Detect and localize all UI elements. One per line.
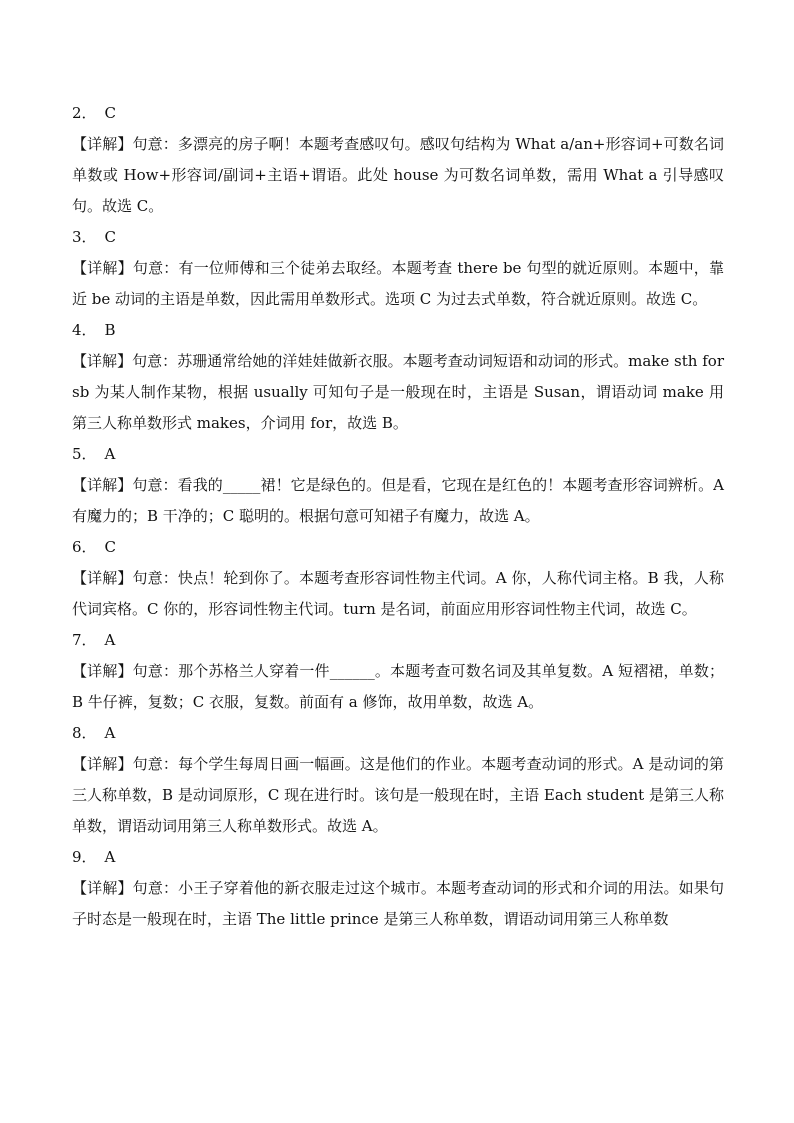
answer-choice: A — [104, 724, 116, 742]
question-number: 3． — [72, 228, 97, 246]
explanation-text: 【详解】句意：看我的_____裙！它是绿色的。但是看，它现在是红色的！本题考查形容词辨析。A 有魔力的；B 干净的；C 聪明的。根据句意可知裙子有魔力，故选 A。 — [72, 476, 724, 525]
answer-line — [72, 718, 724, 749]
explanation-text: 【详解】句意：那个苏格兰人穿着一件______。本题考查可数名词及其单复数。A 短褶裙，单数；B 牛仔裤，复数；C 衣服，复数。前面有 a 修饰，故用单数，故选 A。 — [72, 662, 724, 711]
question-number: 2． — [72, 104, 97, 122]
explanation-text: 【详解】句意：快点！轮到你了。本题考查形容词性物主代词。A 你，人称代词主格。B 我，人称代词宾格。C 你的，形容词性物主代词。turn 是名词，前面应用形容词性物主代词，故选 C。 — [72, 569, 724, 618]
answer-choice: A — [104, 848, 116, 866]
answer-line — [72, 315, 724, 346]
answer-item-9 — [72, 842, 724, 935]
answer-choice: A — [104, 445, 116, 463]
question-number: 7． — [72, 631, 97, 649]
answer-line — [72, 439, 724, 470]
explanation-text: 【详解】句意：每个学生每周日画一幅画。这是他们的作业。本题考查动词的形式。A 是动词的第三人称单数，B 是动词原形，C 现在进行时。该句是一般现在时，主语 Each student 是第三人称单数，谓语动词用第三人称单数形式。故选 A。 — [72, 755, 724, 835]
explanation-text: 【详解】句意：小王子穿着他的新衣服走过这个城市。本题考查动词的形式和介词的用法。如果句子时态是一般现在时，主语 The little prince 是第三人称单数，谓语动词用第三人称单数 — [72, 879, 724, 928]
answer-choice: C — [104, 228, 117, 246]
answer-item-2 — [72, 98, 724, 222]
answer-line — [72, 222, 724, 253]
explanation-text: 【详解】句意：苏珊通常给她的洋娃娃做新衣服。本题考查动词短语和动词的形式。make sth for sb 为某人制作某物，根据 usually 可知句子是一般现在时，主语是 Susan，谓语动词 make 用第三人称单数形式 makes，介词用 for，故选 B。 — [72, 352, 724, 432]
question-number: 6． — [72, 538, 97, 556]
answer-item-4 — [72, 315, 724, 439]
answer-line — [72, 842, 724, 873]
answer-choice: A — [104, 631, 116, 649]
answer-choice: C — [104, 538, 117, 556]
answer-item-6 — [72, 532, 724, 625]
question-number: 9． — [72, 848, 97, 866]
answer-item-5 — [72, 439, 724, 532]
answer-choice: B — [104, 321, 116, 339]
answer-item-8 — [72, 718, 724, 842]
explanation-text: 【详解】句意：有一位师傅和三个徒弟去取经。本题考查 there be 句型的就近原则。本题中，靠近 be 动词的主语是单数，因此需用单数形式。选项 C 为过去式单数，符合就近原则。故选 C。 — [72, 259, 724, 308]
answer-line — [72, 532, 724, 563]
answer-choice: C — [104, 104, 117, 122]
question-number: 8． — [72, 724, 97, 742]
answer-explanations — [72, 98, 724, 935]
answer-item-3 — [72, 222, 724, 315]
answer-item-7 — [72, 625, 724, 718]
answer-line — [72, 625, 724, 656]
question-number: 4． — [72, 321, 97, 339]
answer-line — [72, 98, 724, 129]
explanation-text: 【详解】句意：多漂亮的房子啊！本题考查感叹句。感叹句结构为 What a/an+形容词+可数名词单数或 How+形容词/副词+主语+谓语。此处 house 为可数名词单数，需用 What a 引导感叹句。故选 C。 — [72, 135, 724, 215]
question-number: 5． — [72, 445, 97, 463]
